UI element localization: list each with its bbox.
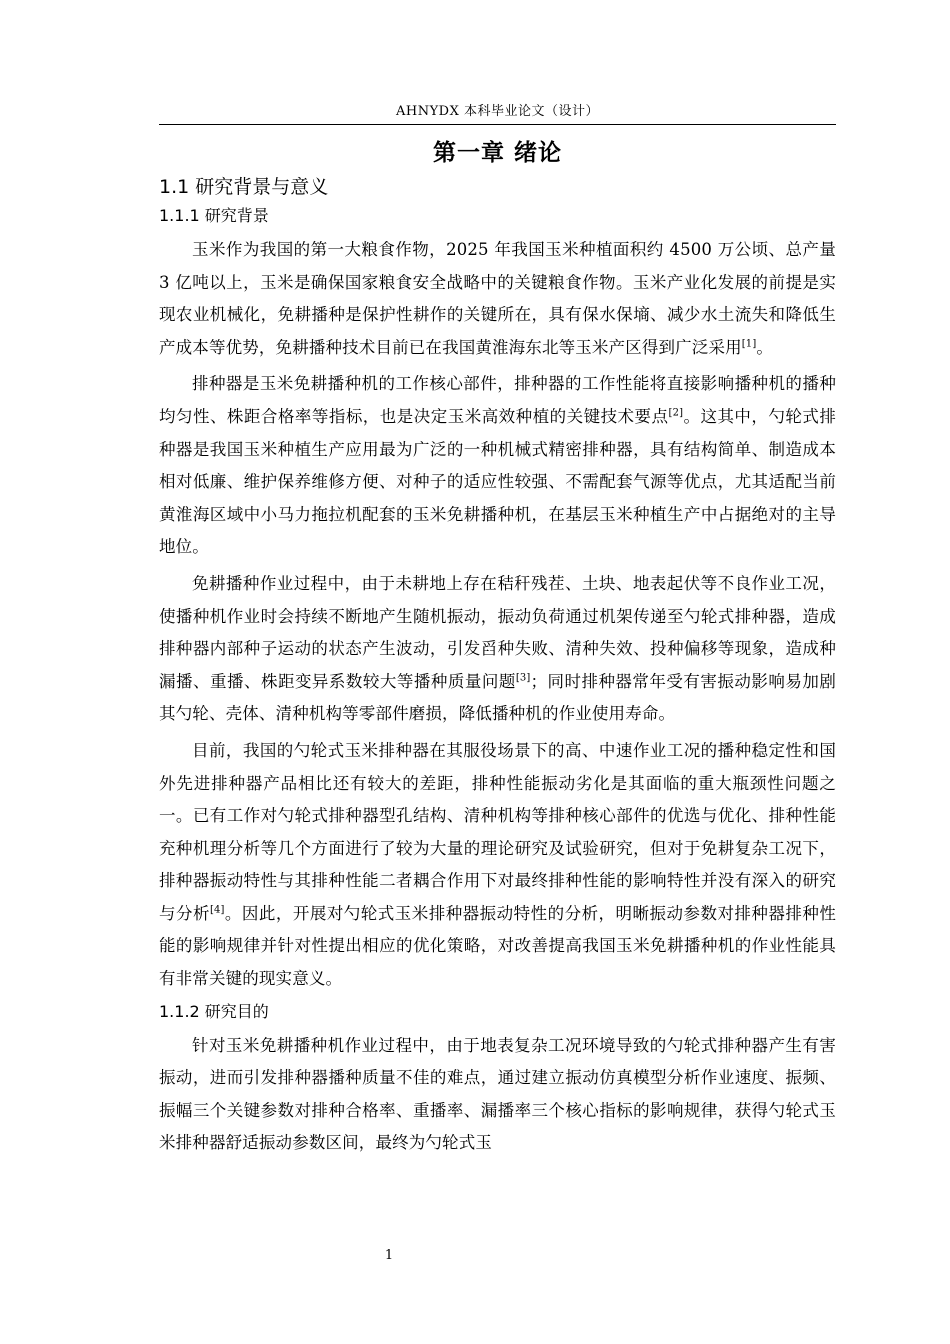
section-heading-1-1-2: 1.1.2 研究目的 — [159, 1001, 269, 1021]
paragraph-background-4 — [159, 735, 836, 996]
section-heading-1-1: 1.1 研究背景与意义 — [159, 176, 329, 198]
paragraph-text: 目前，我国的勺轮式玉米排种器在其服役场景下的高、中速作业工况的播种稳定性和国外先进排种器产品相比还有较大的差距，排种性能振动劣化是其面临的重大瓶颈性问题之一。已有工作对勺轮式排种器型孔结构、清种机构等排种核心部件的优选与优化、排种性能充种机理分析等几个方面进行了较为大量的理论研究及试验研究，但对于免耕复杂工况下，排种器振动特性与其排种性能二者耦合作用下对最终排种性能的影响特性并没有深入的研究与分析 — [159, 740, 836, 923]
page-number: 1 — [384, 1248, 394, 1263]
paragraph-text: 。 — [756, 337, 774, 357]
citation-ref: [3] — [515, 672, 531, 684]
paragraph-text: 。因此，开展对勺轮式玉米排种器振动特性的分析，明晰振动参数对排种器排种性能的影响规律并针对性提出相应的优化策略，对改善提高我国玉米免耕播种机的作业性能具有非常关键的现实意义。 — [159, 903, 836, 989]
paragraph-text: ；同时排种器常年受有害振动影响易加剧其勺轮、壳体、清种机构等零部件磨损，降低播种机的作业使用寿命。 — [159, 671, 836, 724]
paragraph-background-1 — [159, 234, 836, 364]
running-header: AHNYDX 本科毕业论文（设计） — [396, 104, 599, 119]
citation-ref: [2] — [668, 407, 684, 419]
paragraph-text: 。这其中，勺轮式排种器是我国玉米种植生产应用最为广泛的一种机械式精密排种器，具有结构简单、制造成本相对低廉、维护保养维修方便、对种子的适应性较强、不需配套气源等优点，尤其适配当前黄淮海区域中小马力拖拉机配套的玉米免耕播种机，在基层玉米种植生产中占据绝对的主导地位。 — [159, 406, 836, 557]
citation-ref: [4] — [209, 904, 225, 916]
page-content — [159, 134, 836, 1162]
paragraph-background-2 — [159, 368, 836, 564]
paragraph-purpose-1 — [159, 1030, 836, 1160]
paragraph-background-3 — [159, 568, 836, 731]
paragraph-text: 针对玉米免耕播种机作业过程中，由于地表复杂工况环境导致的勺轮式排种器产生有害振动，进而引发排种器播种质量不佳的难点，通过建立振动仿真模型分析作业速度、振频、振幅三个关键参数对排种合格率、重播率、漏播率三个核心指标的影响规律，获得勺轮式玉米排种器舒适振动参数区间，最终为勺轮式玉 — [159, 1035, 836, 1153]
paragraph-text: 免耕播种作业过程中，由于未耕地上存在秸秆残茬、土块、地表起伏等不良作业工况，使播种机作业时会持续不断地产生随机振动，振动负荷通过机架传递至勺轮式排种器，造成排种器内部种子运动的状态产生波动，引发舀种失败、清种失效、投种偏移等现象，造成种漏播、重播、株距变异系数较大等播种质量问题 — [159, 573, 836, 691]
chapter-title: 第一章 绪论 — [432, 140, 562, 166]
section-heading-1-1-1: 1.1.1 研究背景 — [159, 206, 269, 225]
paragraph-text: 玉米作为我国的第一大粮食作物，2025 年我国玉米种植面积约 4500 万公顷、总产量 3 亿吨以上，玉米是确保国家粮食安全战略中的关键粮食作物。玉米产业化发展的前提是实现农业机械化，免耕播种是保护性耕作的关键所在，具有保水保墒、减少水土流失和降低生产成本等优势，免耕播种技术目前已在我国黄淮海东北等玉米产区得到广泛采用 — [159, 240, 836, 357]
paragraph-text: 排种器是玉米免耕播种机的工作核心部件，排种器的工作性能将直接影响播种机的播种均匀性、株距合格率等指标，也是决定玉米高效种植的关键技术要点 — [159, 374, 836, 426]
citation-ref: [1] — [741, 338, 757, 350]
header-rule — [159, 124, 836, 125]
